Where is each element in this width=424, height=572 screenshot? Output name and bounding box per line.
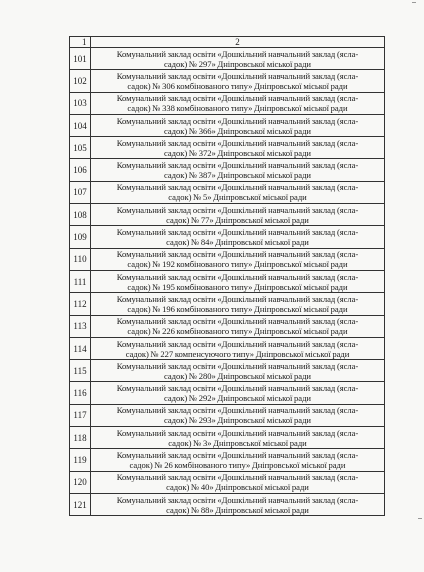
institution-name-line-1: Комунальний заклад освіти «Дошкільний навчальний заклад (ясла- [116,48,359,59]
table-row [70,270,385,292]
institution-name-line-2: садок) № 227 компенсуючого типу» Дніпровської міської ради [125,348,350,359]
institution-name [91,270,385,292]
institution-name [91,293,385,315]
institution-name [91,360,385,382]
table-row [70,226,385,248]
institution-name-line-1: Комунальний заклад освіти «Дошкільний навчальний заклад (ясла- [116,449,359,460]
table-row [70,293,385,315]
institutions-table-body [70,37,385,516]
row-number: 108 [70,204,91,226]
institution-name-line-1: Комунальний заклад освіти «Дошкільний навчальний заклад (ясла- [116,472,359,483]
row-number: 112 [70,293,91,315]
table-row [70,159,385,181]
institution-name [91,70,385,92]
institutions-table [69,36,385,516]
row-number: 120 [70,471,91,493]
row-number: 113 [70,315,91,337]
institution-name [91,471,385,493]
row-number: 109 [70,226,91,248]
row-number: 105 [70,137,91,159]
row-number: 119 [70,449,91,471]
institution-name [91,248,385,270]
institution-name [91,449,385,471]
institution-name-line-1: Комунальний заклад освіти «Дошкільний навчальний заклад (ясла- [116,249,359,260]
institution-name-line-2: садок) № 88» Дніпровської міської ради [166,504,309,515]
institution-name-line-1: Комунальний заклад освіти «Дошкільний навчальний заклад (ясла- [116,227,359,238]
institution-name-line-2: садок) № 195 комбінованого типу» Дніпровської міської ради [127,281,348,292]
institution-name-line-2: садок) № 306 комбінованого типу» Дніпровської міської ради [127,80,348,91]
institution-name [91,48,385,70]
institution-name [91,92,385,114]
table-row [70,137,385,159]
row-number: 115 [70,360,91,382]
institution-name [91,404,385,426]
institution-name [91,159,385,181]
row-number: 111 [70,270,91,292]
institution-name-line-2: садок) № 196 комбінованого типу» Дніпровської міської ради [127,303,348,314]
table-row [70,360,385,382]
table-row [70,404,385,426]
row-number: 106 [70,159,91,181]
institution-name [91,226,385,248]
institution-name-line-1: Комунальний заклад освіти «Дошкільний навчальний заклад (ясла- [116,338,359,349]
institution-name-line-2: садок) № 84» Дніпровської міської ради [166,237,309,248]
table-row [70,337,385,359]
institution-name-line-2: садок) № 292» Дніпровської міської ради [164,393,311,404]
institution-name-line-2: садок) № 5» Дніпровської міської ради [168,192,307,203]
institution-name-line-1: Комунальний заклад освіти «Дошкільний навчальний заклад (ясла- [116,427,359,438]
row-number: 104 [70,114,91,136]
scan-artifact [418,518,422,519]
institution-name-line-2: садок) № 3» Дніпровської міської ради [168,437,307,448]
institution-name-line-2: садок) № 40» Дніпровської міської ради [166,482,309,493]
row-number: 102 [70,70,91,92]
institution-name-line-1: Комунальний заклад освіти «Дошкільний навчальний заклад (ясла- [116,360,359,371]
table-row [70,315,385,337]
scan-artifact [412,2,416,3]
table-row [70,70,385,92]
table-row [70,204,385,226]
institution-name [91,493,385,515]
table-header-row [70,37,385,48]
institution-name-line-1: Комунальний заклад освіти «Дошкільний навчальний заклад (ясла- [116,93,359,104]
institution-name-line-2: садок) № 280» Дніпровської міської ради [164,370,311,381]
institution-name-line-1: Комунальний заклад освіти «Дошкільний навчальний заклад (ясла- [116,494,359,505]
institution-name-line-2: садок) № 293» Дніпровської міської ради [164,415,311,426]
table-row [70,181,385,203]
row-number: 103 [70,92,91,114]
institution-name [91,137,385,159]
institution-name-line-1: Комунальний заклад освіти «Дошкільний навчальний заклад (ясла- [116,137,359,148]
row-number: 118 [70,427,91,449]
institution-name-line-2: садок) № 338 комбінованого типу» Дніпровської міської ради [127,103,348,114]
institution-name-line-2: садок) № 192 комбінованого типу» Дніпровської міської ради [127,259,348,270]
institution-name-line-2: садок) № 372» Дніпровської міської ради [164,147,311,158]
institution-name-line-1: Комунальний заклад освіти «Дошкільний навчальний заклад (ясла- [116,204,359,215]
institution-name-line-1: Комунальний заклад освіти «Дошкільний навчальний заклад (ясла- [116,160,359,171]
institution-name [91,382,385,404]
table-row [70,493,385,515]
header-column-name: 2 [91,37,385,48]
header-column-number: 1 [70,37,91,48]
institution-name-line-2: садок) № 77» Дніпровської міської ради [166,214,309,225]
row-number: 117 [70,404,91,426]
table-row [70,48,385,70]
table-row [70,92,385,114]
institution-name-line-1: Комунальний заклад освіти «Дошкільний навчальний заклад (ясла- [116,293,359,304]
table-row [70,382,385,404]
table-row [70,471,385,493]
institution-name-line-1: Комунальний заклад освіти «Дошкільний навчальний заклад (ясла- [116,115,359,126]
institution-name [91,181,385,203]
institution-name-line-1: Комунальний заклад освіти «Дошкільний навчальний заклад (ясла- [116,271,359,282]
row-number: 121 [70,493,91,515]
table-row [70,248,385,270]
institution-name [91,315,385,337]
institution-name [91,427,385,449]
row-number: 110 [70,248,91,270]
institution-name-line-2: садок) № 387» Дніпровської міської ради [164,170,311,181]
row-number: 116 [70,382,91,404]
institution-name-line-1: Комунальний заклад освіти «Дошкільний навчальний заклад (ясла- [116,405,359,416]
institution-name-line-2: садок) № 366» Дніпровської міської ради [164,125,311,136]
institution-name-line-2: садок) № 297» Дніпровської міської ради [164,58,311,69]
institution-name-line-2: садок) № 26 комбінованого типу» Дніпровської міської ради [129,459,346,470]
institution-name-line-2: садок) № 226 комбінованого типу» Дніпровської міської ради [127,326,348,337]
institution-name-line-1: Комунальний заклад освіти «Дошкільний навчальний заклад (ясла- [116,70,359,81]
institution-name-line-1: Комунальний заклад освіти «Дошкільний навчальний заклад (ясла- [116,316,359,327]
table-row [70,427,385,449]
row-number: 107 [70,181,91,203]
row-number: 101 [70,48,91,70]
institution-name [91,337,385,359]
institution-name [91,114,385,136]
table-row [70,114,385,136]
table-row [70,449,385,471]
row-number: 114 [70,337,91,359]
institution-name-line-1: Комунальний заклад освіти «Дошкільний навчальний заклад (ясла- [116,383,359,394]
institution-name [91,204,385,226]
institution-name-line-1: Комунальний заклад освіти «Дошкільний навчальний заклад (ясла- [116,182,359,193]
